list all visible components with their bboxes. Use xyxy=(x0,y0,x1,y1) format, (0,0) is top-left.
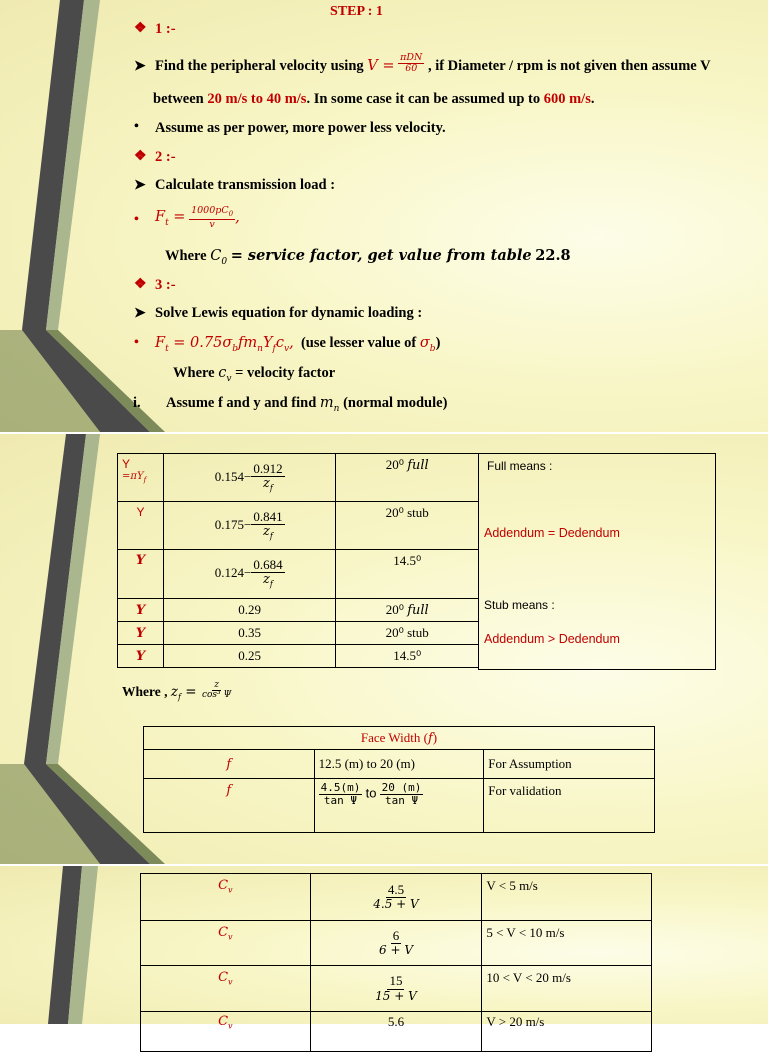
where-text: Where xyxy=(173,365,215,381)
lewis-ft-sub: t xyxy=(165,343,169,354)
velocity-instruction xyxy=(155,51,711,75)
stub-means-label: Stub means : xyxy=(484,598,555,612)
lewis-coefficient: = 0.75σ xyxy=(168,335,233,351)
formula-numerator: 0.912 xyxy=(253,460,283,476)
mn-subscript: n xyxy=(333,403,340,414)
velocity-text-b: , if Diameter / rpm is not given then assume V xyxy=(427,58,711,74)
y-symbol: Y xyxy=(118,599,164,622)
pressure-angle: 14.5⁰ xyxy=(336,645,479,668)
formula-denominator: z xyxy=(263,523,270,539)
face-width-validation-formula xyxy=(314,779,484,833)
table-row xyxy=(118,599,479,622)
lewis-sigma-sub: b xyxy=(232,343,239,354)
lewis-note-end: ) xyxy=(435,335,441,351)
zf-symbol: z xyxy=(170,684,178,700)
arrow-bullet-icon: ➤ xyxy=(134,178,146,193)
c0-symbol: C xyxy=(210,248,222,264)
lewis-comma: , xyxy=(289,335,294,351)
velocity-fraction xyxy=(398,53,424,75)
table-row xyxy=(141,966,652,1012)
velocity-text-a: Find the peripheral velocity using xyxy=(155,58,364,74)
transmission-load-formula xyxy=(155,206,240,230)
ft-comma: , xyxy=(235,209,240,226)
transmission-heading: Calculate transmission load : xyxy=(155,177,336,193)
velocity-range-text-b: . In some case it can be assumed up to xyxy=(306,91,541,107)
lewis-heading: Solve Lewis equation for dynamic loading : xyxy=(155,305,423,321)
lewis-fm: fm xyxy=(238,335,258,351)
angle-cell xyxy=(336,502,479,550)
formula-denominator: z xyxy=(263,475,270,491)
face-width-title-end: ) xyxy=(432,730,438,745)
arrow-bullet-icon: ➤ xyxy=(134,306,146,321)
step-1-label: 1 :- xyxy=(155,21,176,37)
ft-equals: = xyxy=(168,209,186,226)
y-symbol: Y xyxy=(118,645,164,668)
cv-condition: V < 5 m/s xyxy=(482,874,652,921)
slide-1 xyxy=(0,0,768,432)
ft-symbol xyxy=(155,209,186,229)
y-value: 0.29 xyxy=(163,599,335,622)
cv-formula-cell xyxy=(310,874,482,921)
y-symbol: Y xyxy=(118,502,164,550)
y-formula-cell xyxy=(163,550,335,599)
step-i-text-b: (normal module) xyxy=(343,395,448,411)
y-symbol: Y xyxy=(118,550,164,599)
velocity-range-end: . xyxy=(590,91,595,107)
sigma-symbol: σ xyxy=(419,335,430,351)
cv-numerator: 6 xyxy=(392,927,400,943)
cv-formula-cell xyxy=(310,966,482,1012)
cv-symbol-cell xyxy=(141,921,311,966)
face-width-header xyxy=(144,727,655,750)
table-header-row xyxy=(144,727,655,750)
y-formula-cell xyxy=(163,502,335,550)
pressure-angle: 20⁰ xyxy=(385,602,404,617)
cv-subscript: v xyxy=(228,932,233,942)
pressure-angle: 20⁰ xyxy=(385,625,404,640)
cv-denominator: 15 + V xyxy=(375,988,417,1003)
slide-3 xyxy=(0,866,768,1031)
dot-bullet-icon: • xyxy=(134,335,139,350)
dot-bullet-icon: • xyxy=(134,212,139,227)
formula-den-sub: f xyxy=(269,531,273,541)
formula-denominator: z xyxy=(263,572,270,588)
cv-symbol: C xyxy=(218,1014,229,1029)
cv-denominator: 4.5 + V xyxy=(373,897,419,912)
validation-numerator-2: 20 (m) xyxy=(381,781,422,794)
ft-fraction xyxy=(189,206,235,230)
zf-definition xyxy=(122,679,233,702)
tooth-type: full xyxy=(407,603,429,618)
diamond-bullet-icon: ❖ xyxy=(134,21,147,36)
velocity-numerator: πDN xyxy=(400,51,423,63)
slide-2 xyxy=(0,434,768,864)
tooth-type: stub xyxy=(407,505,429,520)
mn-symbol: m xyxy=(319,395,334,411)
velocity-range-value: 20 m/s to 40 m/s xyxy=(207,91,307,107)
cv-subscript: v xyxy=(228,977,233,987)
c0-subscript: 0 xyxy=(221,256,228,267)
lewis-n-sub: n xyxy=(257,343,263,354)
table-row xyxy=(118,502,479,550)
y-symbol: Y xyxy=(118,622,164,645)
stub-means-definition: Addendum > Dedendum xyxy=(484,632,620,646)
table-row xyxy=(141,874,652,921)
formula-constant: 0.124− xyxy=(214,564,252,580)
face-width-symbol: f xyxy=(144,779,315,833)
diamond-bullet-icon: ❖ xyxy=(134,149,147,164)
formula-den-sub: f xyxy=(269,580,273,590)
cv-denominator: 6 + V xyxy=(379,943,413,958)
step-i-text-a: Assume f and y and find xyxy=(166,395,317,411)
velocity-factor-text: = velocity factor xyxy=(235,365,336,381)
formula-constant: 0.175− xyxy=(214,516,252,532)
table-row xyxy=(118,454,479,502)
step-i-number: i. xyxy=(133,395,141,411)
cv-condition: 5 < V < 10 m/s xyxy=(482,921,652,966)
step-i-text xyxy=(166,395,447,414)
cv-subscript: v xyxy=(228,1021,233,1031)
zf-numerator: z xyxy=(214,679,220,690)
y-symbol: Y xyxy=(122,457,131,471)
zf-equals: = xyxy=(180,684,197,700)
face-width-title: Face Width ( xyxy=(360,730,428,745)
y-formula-cell xyxy=(163,454,335,502)
face-width-symbol: f xyxy=(427,731,433,746)
cv-formula-cell xyxy=(310,921,482,966)
zf-fraction xyxy=(200,681,233,702)
y-value: 0.25 xyxy=(163,645,335,668)
pressure-angle: 20⁰ xyxy=(385,457,404,472)
zf-denominator: cos³ Ψ xyxy=(201,690,232,701)
full-means-label: Full means : xyxy=(487,459,553,473)
velocity-range-text: between xyxy=(153,91,204,107)
angle-cell xyxy=(336,454,479,502)
definitions-box xyxy=(478,453,716,670)
ft-denominator: v xyxy=(209,218,215,230)
where-text: Where xyxy=(165,248,207,264)
cv-numerator: 4.5 xyxy=(387,881,405,897)
service-factor-text: = service factor, get value from table xyxy=(230,247,532,264)
angle-cell xyxy=(336,599,479,622)
velocity-range-line xyxy=(153,91,594,108)
slide-decoration xyxy=(0,866,120,1024)
cv-subscript: v xyxy=(228,885,233,895)
tooth-type: stub xyxy=(407,625,429,640)
y-pi-sub: f xyxy=(143,476,147,484)
tooth-type: full xyxy=(407,458,429,473)
lewis-equation xyxy=(155,335,440,354)
sigma-subscript: b xyxy=(429,343,436,354)
ft-letter: F xyxy=(155,209,166,226)
table-row xyxy=(118,645,479,668)
velocity-denominator: 60 xyxy=(405,63,418,75)
lewis-c: c xyxy=(275,335,284,351)
face-width-range: 12.5 (m) to 20 (m) xyxy=(314,750,484,779)
table-number: 22.8 xyxy=(535,247,571,264)
pressure-angle: 14.5⁰ xyxy=(393,553,422,568)
y-symbol-cell xyxy=(118,454,164,502)
velocity-factor-line xyxy=(173,365,335,384)
face-width-use: For Assumption xyxy=(484,750,655,779)
cv-symbol: C xyxy=(218,970,229,985)
lewis-formula xyxy=(155,335,294,354)
table-row xyxy=(144,779,655,833)
face-width-symbol: f xyxy=(144,750,315,779)
table-row xyxy=(118,550,479,599)
cv-numerator: 15 xyxy=(389,973,403,989)
cv-condition: 10 < V < 20 m/s xyxy=(482,966,652,1012)
cv-symbol-cell xyxy=(141,966,311,1012)
zf-subscript: f xyxy=(178,692,181,702)
validation-denominator-1: tan Ψ xyxy=(323,794,358,808)
cv-numerator: 5.6 xyxy=(387,1014,405,1029)
validation-numerator-1: 4.5(m) xyxy=(320,781,361,794)
power-note: Assume as per power, more power less velocity. xyxy=(155,120,446,136)
step-2-label: 2 :- xyxy=(155,149,176,165)
face-width-use: For validation xyxy=(484,779,655,833)
cv-subscript: v xyxy=(226,373,232,384)
lewis-v-sub: v xyxy=(283,343,290,354)
ft-subscript: t xyxy=(165,218,169,229)
table-row xyxy=(118,622,479,645)
velocity-factor-table xyxy=(140,873,652,1052)
cv-symbol: c xyxy=(218,365,227,381)
lewis-ft: F xyxy=(155,335,166,351)
cv-symbol: C xyxy=(218,925,229,940)
full-means-definition: Addendum = Dedendum xyxy=(484,526,620,540)
where-text: Where , xyxy=(122,684,168,699)
formula-numerator: 0.684 xyxy=(253,557,283,573)
velocity-max-value: 600 m/s xyxy=(543,91,591,107)
step-title: STEP : 1 xyxy=(330,4,383,19)
validation-denominator-2: tan Ψ xyxy=(384,794,419,808)
angle-cell xyxy=(336,550,479,599)
y-factor-table xyxy=(117,453,479,668)
table-row xyxy=(141,1012,652,1052)
pressure-angle: 20⁰ xyxy=(385,505,404,520)
validation-to: to xyxy=(365,785,377,801)
table-row xyxy=(144,750,655,779)
cv-symbol: C xyxy=(218,878,229,893)
table-row xyxy=(141,921,652,966)
formula-den-sub: f xyxy=(269,483,273,493)
velocity-formula-lhs: V = xyxy=(367,58,395,74)
face-width-table xyxy=(143,726,655,833)
lewis-f-sub: f xyxy=(272,343,276,354)
cv-symbol-cell xyxy=(141,1012,311,1052)
step-3-label: 3 :- xyxy=(155,277,176,293)
cv-condition: V > 20 m/s xyxy=(482,1012,652,1052)
ft-numerator-sub: 0 xyxy=(228,209,234,218)
y-pi-definition: =πY xyxy=(122,471,144,482)
cv-symbol-cell xyxy=(141,874,311,921)
dot-bullet-icon: • xyxy=(134,119,139,134)
arrow-bullet-icon: ➤ xyxy=(134,59,146,74)
y-value: 0.35 xyxy=(163,622,335,645)
ft-numerator: 1000pC xyxy=(191,205,229,216)
formula-constant: 0.154− xyxy=(214,468,252,484)
diamond-bullet-icon: ❖ xyxy=(134,277,147,292)
service-factor-line xyxy=(165,247,571,267)
lewis-note: (use lesser value of xyxy=(300,335,417,351)
lewis-y: Y xyxy=(262,335,273,351)
angle-cell xyxy=(336,622,479,645)
formula-numerator: 0.841 xyxy=(253,508,283,524)
cv-formula-cell xyxy=(310,1012,482,1052)
